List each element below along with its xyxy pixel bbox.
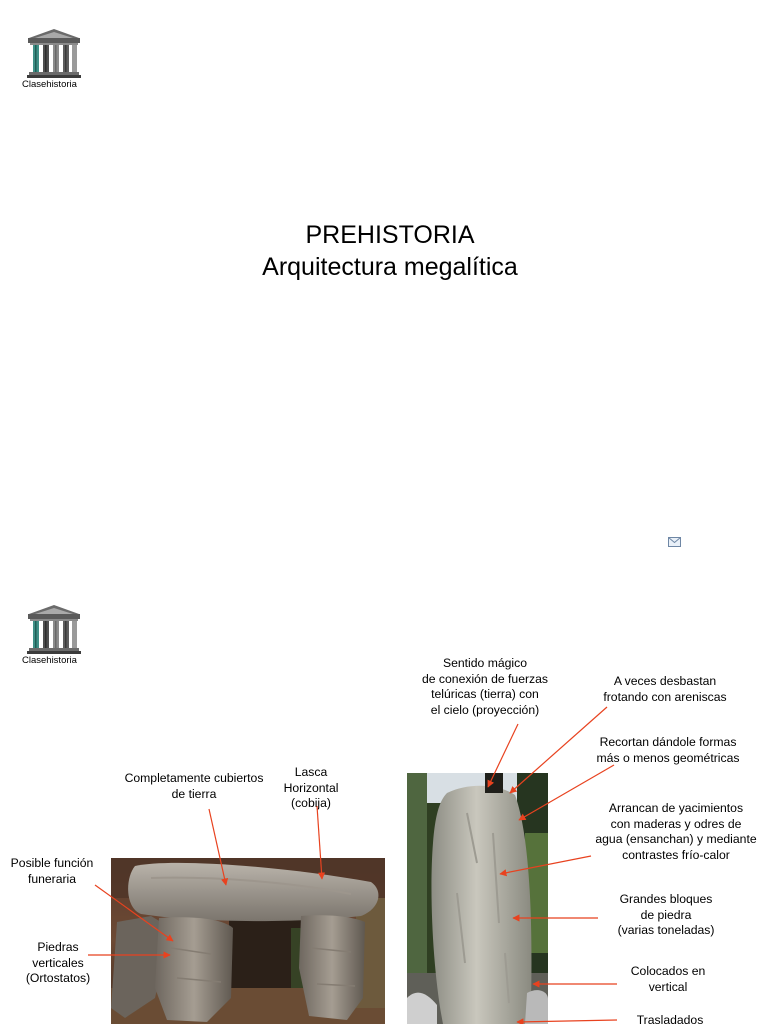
label-line: agua (ensanchan) y mediante xyxy=(595,832,757,846)
title-line-1: PREHISTORIA xyxy=(305,221,475,249)
label-line: contrastes frío-calor xyxy=(622,847,730,862)
label-line: Horizontal xyxy=(283,780,339,795)
label-line: frotando con areniscas xyxy=(603,689,727,704)
label-desbastan xyxy=(590,674,740,705)
clasehistoria-logo xyxy=(22,604,88,666)
label-line: de conexión de fuerzas xyxy=(421,671,549,686)
label-line: (varias toneladas) xyxy=(617,923,715,937)
label-line: Posible función xyxy=(10,856,94,870)
mail-icon[interactable] xyxy=(668,537,681,547)
dolmen-photo xyxy=(111,858,385,1024)
title-line-2: Arquitectura megalítica xyxy=(262,253,518,281)
label-line: Arrancan de yacimientos xyxy=(608,801,744,815)
greek-temple-icon xyxy=(27,604,81,654)
label-line: (Ortostatos) xyxy=(25,971,91,985)
label-line: verticales xyxy=(32,955,84,970)
label-recortan xyxy=(588,735,748,766)
label-line: A veces desbastan xyxy=(613,674,717,688)
label-piedras xyxy=(12,940,104,987)
label-bloques xyxy=(602,892,730,939)
label-cubiertos xyxy=(104,771,284,802)
label-line: de piedra xyxy=(640,907,692,922)
label-line: con maderas y odres de xyxy=(610,816,742,831)
greek-temple-icon xyxy=(27,28,81,78)
label-line: vertical xyxy=(648,979,688,994)
label-trasladados xyxy=(620,1013,720,1029)
label-lasca xyxy=(276,765,346,812)
logo-label: Clasehistoria xyxy=(22,655,77,666)
label-line: Trasladados xyxy=(636,1013,704,1027)
label-line: (cobija) xyxy=(291,796,331,810)
label-funcion xyxy=(2,856,102,887)
label-line: Lasca xyxy=(294,765,328,779)
label-colocados xyxy=(618,964,718,995)
label-line: Grandes bloques xyxy=(619,892,713,906)
label-line: el cielo (proyección) xyxy=(430,702,540,717)
label-line: Sentido mágico xyxy=(442,656,527,670)
label-sentido xyxy=(412,656,558,718)
label-line: Piedras xyxy=(37,940,79,954)
megalith-slide xyxy=(0,576,768,1027)
menhir-photo xyxy=(407,773,548,1024)
label-line: más o menos geométricas xyxy=(596,750,740,765)
label-line: Recortan dándole formas xyxy=(599,735,737,749)
clasehistoria-logo xyxy=(22,28,88,90)
label-line: de tierra xyxy=(171,786,217,801)
label-line: telúricas (tierra) con xyxy=(431,687,539,701)
label-line: Completamente cubiertos xyxy=(124,771,264,785)
label-arrancan xyxy=(588,801,764,863)
label-line: funeraria xyxy=(27,871,77,886)
label-line: Colocados en xyxy=(630,964,706,978)
logo-label: Clasehistoria xyxy=(22,79,77,90)
slide-title xyxy=(0,219,768,283)
